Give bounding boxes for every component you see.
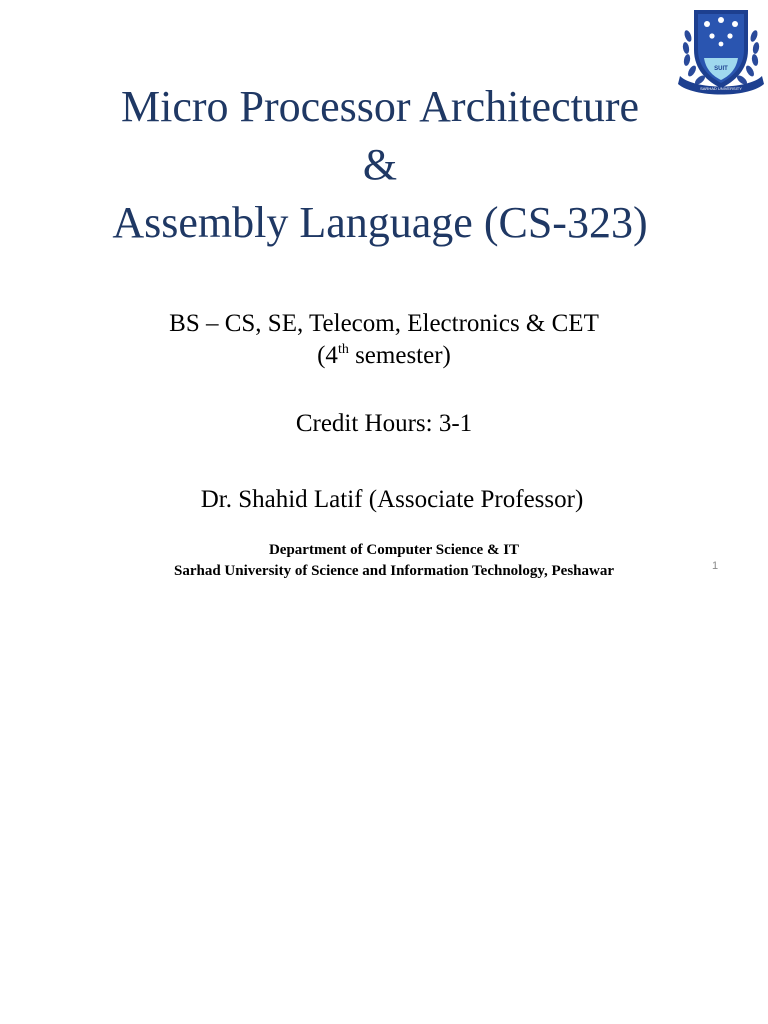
crest-emblem-text: SUIT — [714, 66, 728, 72]
semester-superscript: th — [337, 342, 349, 357]
title-line-2: & — [362, 140, 398, 189]
department-name: Department of Computer Science & IT — [268, 542, 520, 558]
program-list: BS – CS, SE, Telecom, Electronics & CET — [169, 310, 599, 337]
semester-rest: semester) — [348, 342, 451, 369]
credit-hours: Credit Hours: 3-1 — [295, 410, 473, 437]
semester-line — [0, 340, 768, 372]
crest-motto-text: SARHAD UNIVERSITY — [700, 86, 742, 91]
page-number: 1 — [712, 560, 719, 572]
title-line-3: Assembly Language (CS-323) — [112, 198, 648, 247]
university-name: Sarhad University of Science and Information Technology, Peshawar — [173, 563, 615, 579]
instructor-name: Dr. Shahid Latif (Associate Professor) — [200, 486, 584, 513]
affiliation — [0, 540, 768, 582]
slide-title — [0, 78, 760, 252]
semester-open: (4 — [317, 342, 338, 369]
title-line-1: Micro Processor Architecture — [120, 82, 640, 131]
program-info — [0, 308, 768, 372]
